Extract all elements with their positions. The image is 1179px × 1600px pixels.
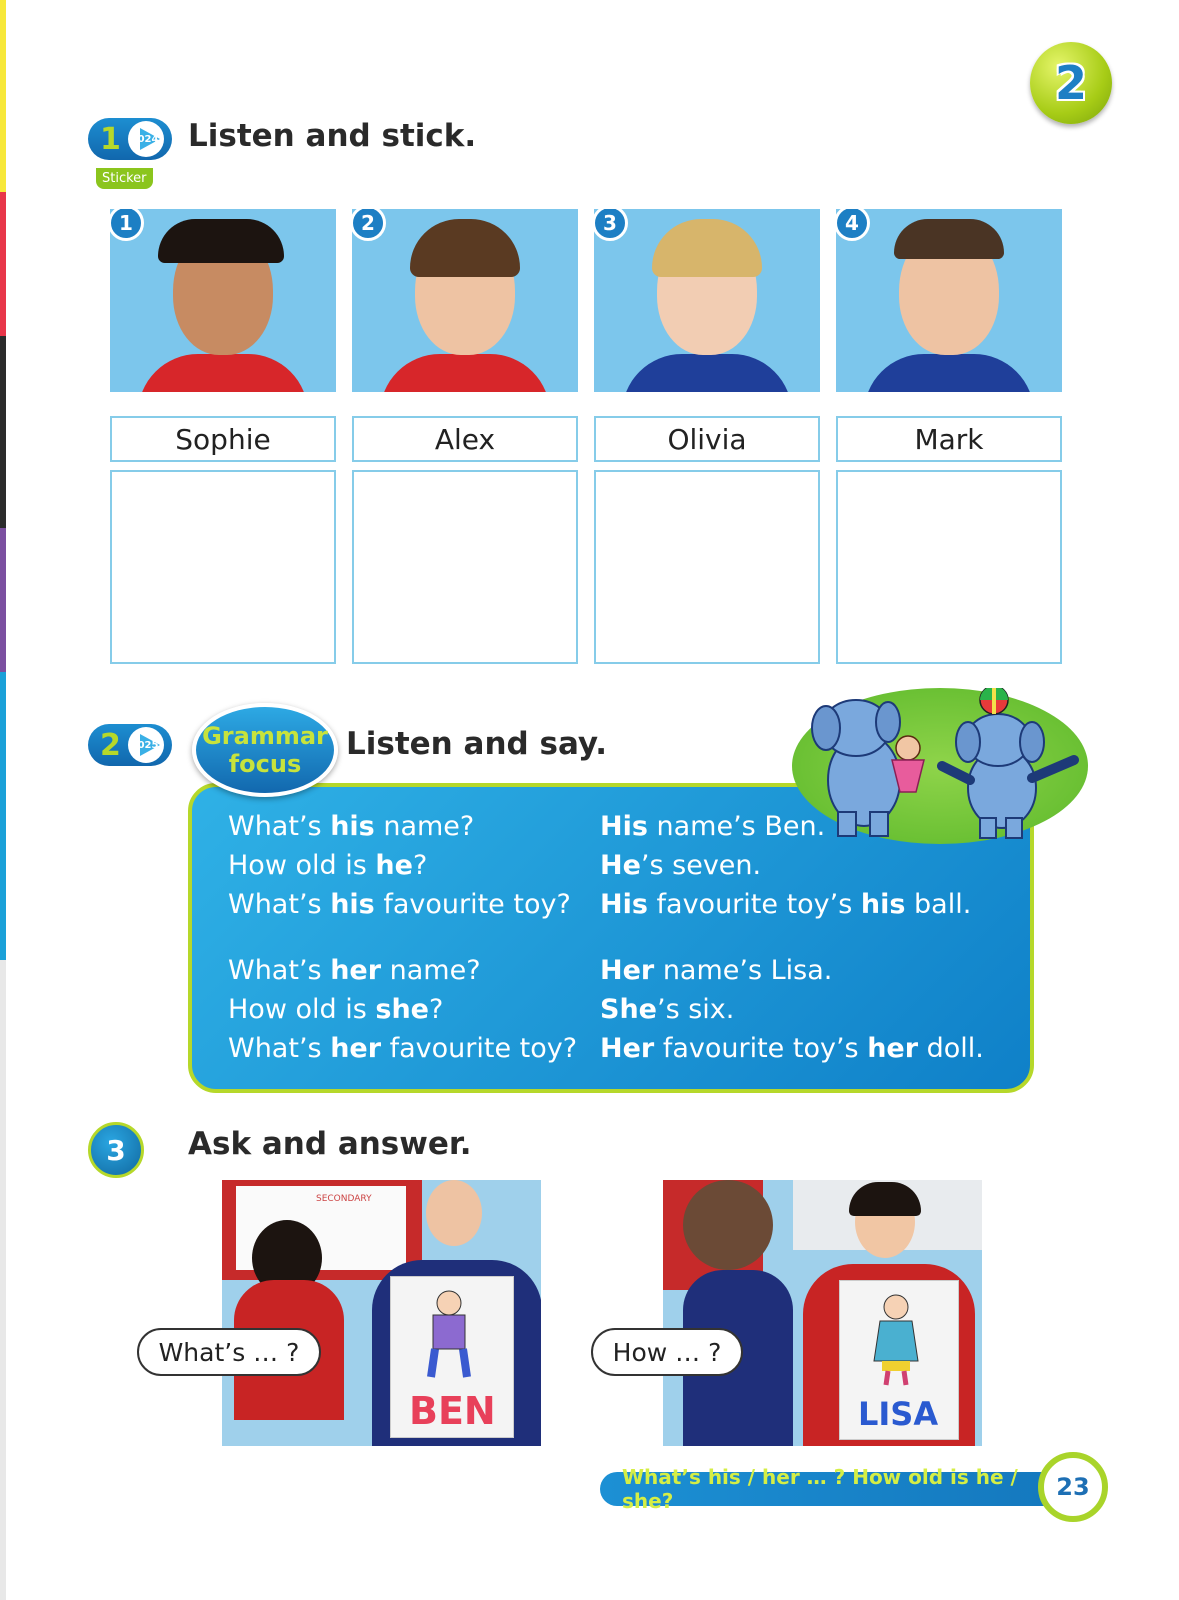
grammar-focus-badge [192, 703, 338, 797]
exercise-1-number: 1 [100, 121, 121, 157]
sticker-box-2[interactable] [352, 470, 578, 664]
elephant-icon [792, 688, 1088, 844]
question-line-3: What’s his favourite toy? [228, 889, 571, 920]
sticker-box-1[interactable] [110, 470, 336, 664]
answer-line-5: She’s six. [600, 994, 735, 1025]
sticker-box-4[interactable] [836, 470, 1062, 664]
footer-summary: What’s his / her … ? How old is he / she? [600, 1472, 1060, 1506]
audio-track-number: 025 [137, 739, 159, 751]
exercise-2-number: 2 [100, 727, 121, 763]
name-label-4: Mark [836, 416, 1062, 462]
elephants-illustration [792, 688, 1088, 844]
name-label-1: Sophie [110, 416, 336, 462]
hair-shape [410, 219, 520, 277]
question-line-1: What’s his name? [228, 811, 475, 842]
question-line-2: How old is he? [228, 850, 428, 881]
poster-name-lisa: LISA [858, 1395, 939, 1433]
name-label-3: Olivia [594, 416, 820, 462]
unit-number: 2 [1054, 56, 1087, 110]
boy-head [426, 1180, 482, 1246]
audio-track-number: 024 [137, 133, 159, 145]
child-photo-4 [836, 209, 1062, 392]
drawn-girl-icon [840, 1281, 958, 1391]
audio-play-icon[interactable] [128, 727, 164, 763]
shirt-shape [138, 354, 308, 392]
shirt-shape [864, 354, 1034, 392]
unit-badge [1030, 42, 1112, 124]
exercise-2-title: Listen and say. [346, 726, 608, 762]
exercise-1-badge [88, 118, 172, 160]
speech-bubble-left: What’s … ? [137, 1328, 321, 1376]
child-photo-3 [594, 209, 820, 392]
question-line-5: How old is she? [228, 994, 444, 1025]
hair-shape [652, 219, 762, 277]
answer-line-2: He’s seven. [600, 850, 762, 881]
photo-number-1: 1 [110, 209, 144, 241]
answer-line-1: His name’s Ben. [600, 811, 826, 842]
photo-scene-lisa [663, 1180, 982, 1446]
sticker-tag: Sticker [96, 168, 153, 189]
exercise-3-number: 3 [88, 1122, 144, 1178]
shirt-shape [380, 354, 550, 392]
hair-shape [894, 219, 1004, 259]
answer-line-4: Her name’s Lisa. [600, 955, 833, 986]
child-photo-1 [110, 209, 336, 392]
page-edge-strip [0, 0, 6, 1600]
exercise-1-title: Listen and stick. [188, 118, 477, 154]
board-label: SECONDARY [316, 1194, 372, 1204]
child-photo-2 [352, 209, 578, 392]
drawn-boy-icon [391, 1277, 513, 1387]
poster-ben [390, 1276, 514, 1438]
name-label-2: Alex [352, 416, 578, 462]
photo-number-3: 3 [594, 209, 628, 241]
audio-play-icon[interactable] [128, 121, 164, 157]
grammar-focus-word-1: Grammar [202, 722, 328, 750]
question-line-4: What’s her name? [228, 955, 481, 986]
hair-shape [158, 219, 284, 263]
shirt-shape [622, 354, 792, 392]
photo-scene-ben [222, 1180, 541, 1446]
grammar-focus-word-2: focus [228, 750, 302, 778]
page-number: 23 [1038, 1452, 1108, 1522]
question-line-6: What’s her favourite toy? [228, 1033, 578, 1064]
answer-line-3: His favourite toy’s his ball. [600, 889, 972, 920]
poster-name-ben: BEN [409, 1389, 496, 1433]
photo-number-4: 4 [836, 209, 870, 241]
poster-lisa [839, 1280, 959, 1440]
photo-number-2: 2 [352, 209, 386, 241]
exercise-3-title: Ask and answer. [188, 1126, 472, 1162]
boy-head [683, 1180, 773, 1270]
speech-bubble-right: How … ? [591, 1328, 743, 1376]
sticker-box-3[interactable] [594, 470, 820, 664]
exercise-2-badge [88, 724, 172, 766]
answer-line-6: Her favourite toy’s her doll. [600, 1033, 984, 1064]
